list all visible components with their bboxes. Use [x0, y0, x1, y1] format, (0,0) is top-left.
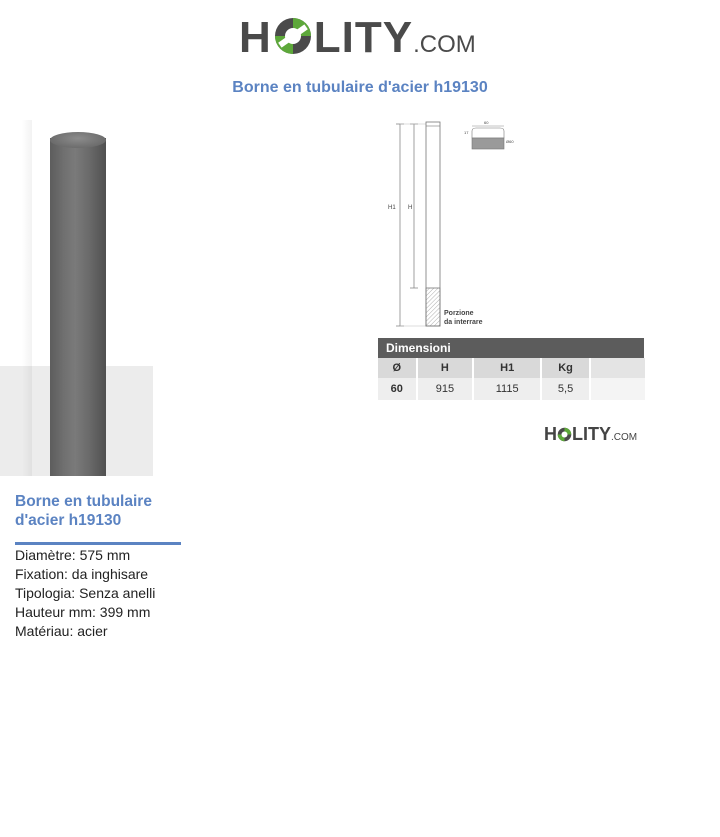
portion-label-1: Porzione — [444, 310, 474, 317]
spec-list — [15, 546, 155, 641]
cell-empty — [590, 378, 645, 400]
col-kg: Kg — [541, 358, 590, 378]
logo-com: .COM — [413, 31, 476, 58]
small-logo-letters: LITY — [572, 424, 611, 444]
cell-h1: 1115 — [473, 378, 541, 400]
spec-fixation-text: Fixation: da inghisare — [15, 566, 149, 582]
technical-drawing[interactable] — [368, 116, 668, 474]
dimensions-table — [378, 338, 646, 400]
spec-diameter-text: Diamètre: 575 mm — [15, 547, 131, 563]
col-empty — [590, 358, 645, 378]
label-h: H — [408, 205, 413, 211]
spec-hauteur-text: Hauteur mm: 399 mm — [15, 604, 151, 620]
portion-label-2: da interrare — [444, 319, 483, 326]
holity-logo[interactable] — [239, 13, 484, 63]
logo-o-icon — [273, 16, 313, 56]
drawing-holity-logo — [544, 424, 637, 445]
spec-fixation — [15, 565, 155, 584]
label-h1: H1 — [388, 205, 396, 211]
bollard-cap — [50, 132, 106, 148]
col-h: H — [417, 358, 474, 378]
drawing-svg — [368, 116, 668, 474]
spec-materiau — [15, 622, 155, 641]
page-title: Borne en tubulaire d'acier h19130 — [232, 79, 488, 96]
col-h1: H1 — [473, 358, 541, 378]
bollard-post — [50, 138, 106, 476]
cell-diameter: 60 — [378, 378, 417, 400]
logo-letters: LITY — [313, 13, 414, 62]
spec-tipologia-text: Tipologia: Senza anelli — [15, 585, 156, 601]
logo-letter-h: H — [239, 13, 272, 62]
label-dim-side: 17 — [464, 130, 469, 135]
small-logo-letter-h: H — [544, 424, 557, 444]
cell-kg: 5,5 — [541, 378, 590, 400]
spec-diameter — [15, 546, 155, 565]
photo-wall-shadow — [22, 120, 32, 476]
dimensions-data-row — [378, 378, 645, 400]
spec-materiau-text: Matériau: acier — [15, 623, 108, 639]
dimensions-header-row — [378, 358, 645, 378]
small-logo-o-icon — [557, 427, 572, 442]
spec-tipologia — [15, 584, 155, 603]
col-diameter: Ø — [378, 358, 417, 378]
spec-hauteur — [15, 603, 155, 622]
small-logo-com: .COM — [611, 432, 638, 443]
label-dim-top: 60 — [484, 120, 489, 125]
title-underline — [15, 542, 181, 545]
product-title: Borne en tubulaire d'acier h19130 — [15, 493, 152, 529]
cell-h: 915 — [417, 378, 474, 400]
dimensions-table-title: Dimensioni — [378, 338, 645, 358]
label-dim-dia: Ø60 — [506, 139, 514, 144]
product-photo[interactable] — [0, 120, 153, 476]
